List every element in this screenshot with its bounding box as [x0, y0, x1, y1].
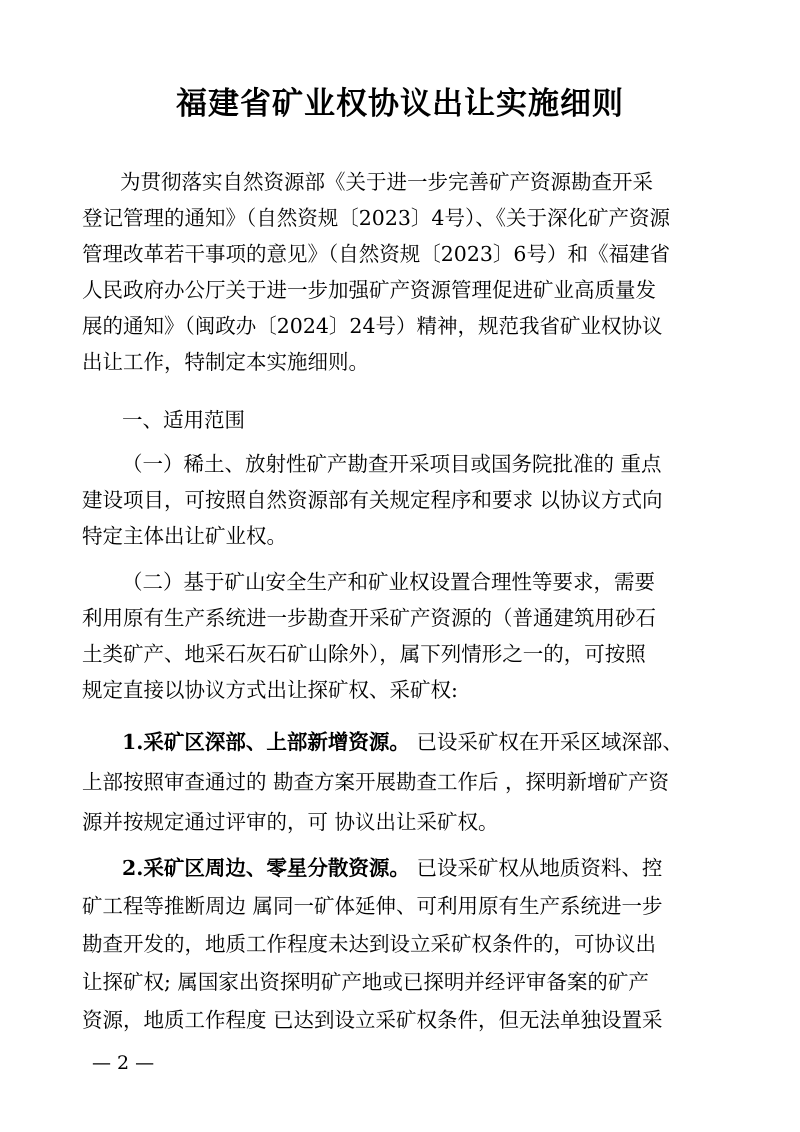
paragraph-line: 资源，地质工作程度 已达到设立采矿权条件，但无法单独设置采	[82, 1008, 663, 1032]
paragraph-line: 出让工作，特制定本实施细则。	[82, 350, 369, 374]
paragraph-line: 特定主体出让矿业权。	[82, 524, 287, 548]
paragraph-line	[122, 858, 662, 879]
page-number: — 2 —	[92, 1052, 155, 1074]
paragraph-line: 源并按规定通过评审的，可 协议出让采矿权。	[82, 810, 499, 834]
subheading-peripheral-resources: 2.采矿区周边、零星分散资源。	[122, 856, 410, 880]
paragraph-line: （二）基于矿山安全生产和矿业权设置合理性等要求，需要	[122, 570, 655, 594]
paragraph-text: 已设采矿权在开采区域深部、	[416, 730, 683, 754]
paragraph-line: 登记管理的通知》（自然资规〔2023〕4号）、《关于深化矿产资源	[82, 206, 670, 230]
paragraph-line: 为贯彻落实自然资源部《关于进一步完善矿产资源勘查开采	[120, 170, 653, 194]
paragraph-line: 矿工程等推断周边 属同一矿体延伸、可利用原有生产系统进一步	[82, 894, 663, 918]
paragraph-line: 人民政府办公厅关于进一步加强矿产资源管理促进矿业高质量发	[82, 278, 656, 302]
paragraph-line	[122, 732, 683, 753]
paragraph-line: 利用原有生产系统进一步勘查开采矿产资源的（普通建筑用砂石	[82, 606, 656, 630]
paragraph-line: 建设项目，可按照自然资源部有关规定程序和要求 以协议方式向	[82, 488, 663, 512]
paragraph-line: （一）稀土、放射性矿产勘查开采项目或国务院批准的 重点	[122, 452, 662, 476]
document-title: 福建省矿业权协议出让实施细则	[176, 86, 624, 122]
paragraph-line: 管理改革若干事项的意见》（自然资规〔2023〕6号）和《福建省	[82, 242, 670, 266]
paragraph-line: 上部按照审查通过的 勘查方案开展勘查工作后 ，探明新增矿产资	[82, 770, 670, 794]
paragraph-line: 土类矿产、地采石灰石矿山除外），属下列情形之一的，可按照	[82, 642, 646, 666]
paragraph-line: 展的通知》（闽政办〔2024〕24号）精神，规范我省矿业权协议	[82, 314, 663, 338]
paragraph-text: 已设采矿权从地质资料、控	[416, 856, 663, 880]
paragraph-line: 让探矿权; 属国家出资探明矿产地或已探明并经评审备案的矿产	[82, 970, 649, 994]
subheading-deep-upper-resources: 1.采矿区深部、上部新增资源。	[122, 730, 410, 754]
section-heading: 一、适用范围	[122, 408, 245, 432]
paragraph-line: 勘查开发的，地质工作程度未达到设立采矿权条件的，可协议出	[82, 932, 656, 956]
paragraph-line: 规定直接以协议方式出让探矿权、采矿权:	[82, 678, 458, 702]
